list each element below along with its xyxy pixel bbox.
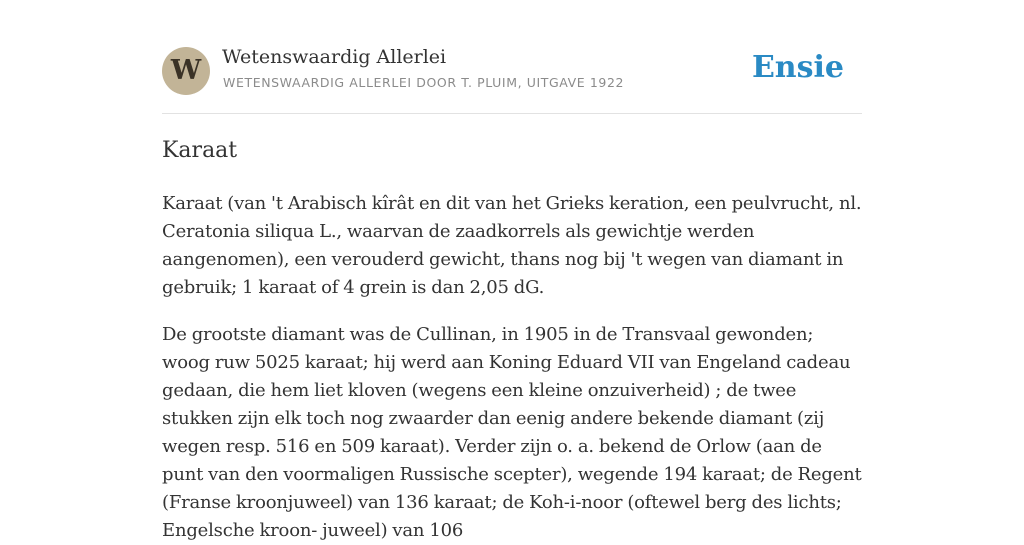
content-column <box>162 0 862 541</box>
ensie-logo-link[interactable]: Ensie <box>751 50 844 85</box>
source-avatar[interactable]: W <box>162 47 210 95</box>
source-subtitle: WETENSWAARDIG ALLERLEI DOOR T. PLUIM, UITGAVE 1922 <box>223 75 625 90</box>
article-paragraph-1: Karaat (van 't Arabisch kîrât en dit van het Grieks keration, een peulvrucht, nl. Ceratonia siliqua L., waarvan de zaadkorrels als gewichtje werden aangenomen), een verouderd gewicht, thans nog bij 't wegen van diamant in gebruik; 1 karaat of 4 grein is dan 2,05 dG. <box>162 193 862 298</box>
article-title: Karaat <box>162 138 238 163</box>
article-paragraph-2: De grootste diamant was de Cullinan, in 1905 in de Transvaal gewonden; woog ruw 5025 karaat; hij werd aan Koning Eduard VII van Engeland cadeau gedaan, die hem liet kloven (wegens een kleine onzuiverheid) ; de twee stukken zijn elk toch nog zwaarder dan eenig andere bekende diamant (zij wegen resp. 516 en 509 karaat). Verder zijn o. a. bekend de Orlow (aan de punt van den voormaligen Russische scepter), wegende 194 karaat; de Regent (Franse kroonjuweel) van 136 karaat; de Koh-i-noor (oftewel berg des lichts; Engelsche kroon- juweel) van 106 <box>162 324 862 541</box>
source-title-link[interactable]: Wetenswaardig Allerlei <box>222 46 447 68</box>
source-header <box>162 0 862 114</box>
